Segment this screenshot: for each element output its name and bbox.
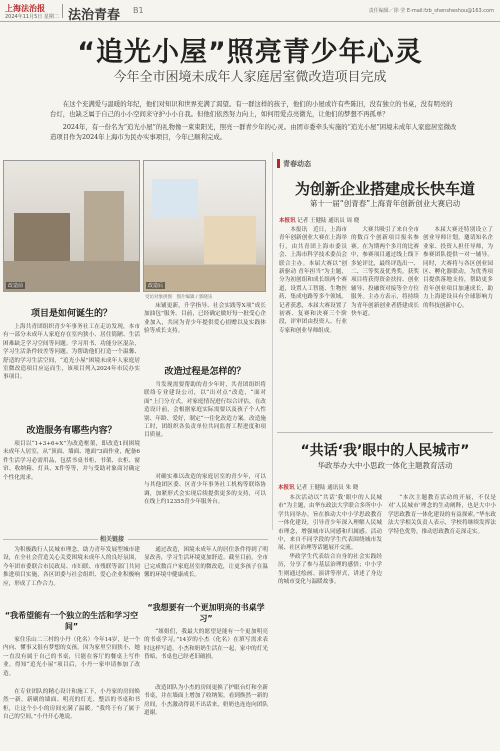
pull-quote: “我想要有一个更加明亮的书桌学习” (147, 603, 265, 623)
label-marker (277, 159, 280, 168)
section-heading: 项目是如何诞生的？ (30, 309, 112, 319)
pull-quote: “我希望能有一个独立的生活和学习空间” (4, 611, 139, 631)
body-text (3, 688, 140, 738)
news-box-right (272, 152, 496, 530)
body-text (3, 323, 140, 419)
newspaper-logo: 上海法治报 (5, 4, 45, 13)
byline-names: 记者 王健陆 通讯员 周 晓 (297, 218, 360, 224)
furniture-shape (14, 213, 70, 263)
after-photo (143, 160, 266, 292)
issue-date: 2024年11月5日 星期二 (5, 14, 59, 20)
section-heading: 改造过程是怎样的？ (164, 367, 246, 377)
story-column-bottom-left (3, 546, 140, 746)
byline-names: 记者 王健陆 通讯员 朱 晓 (296, 485, 359, 491)
photo-credit: 受访对象供图 图片编辑 / 郭晓乐 (145, 295, 213, 300)
lead-paragraph: 在这个充满爱与温暖的年纪，他们对知识和世界充满了渴望。有一群这样的孩子，他们的小屋或许有些陈旧，没有独立的书桌，没有明亮的台灯，也缺乏属于自己的小小空间来守护小小自我。但他们依然努力向上，如何用爱点亮微光，让他们的梦想不再孤单？ (50, 100, 453, 118)
before-photo (3, 160, 140, 292)
body-text (144, 628, 268, 684)
divider (3, 539, 98, 540)
body-text (144, 381, 266, 473)
story-column-left (3, 302, 140, 532)
desk-shape (204, 216, 256, 264)
body-text (3, 636, 140, 688)
masthead-divider (62, 4, 63, 18)
paragraph: 在专业团队的精心设计和施工下，小丹家的房间焕然一新。新刷的墙面、明亮的灯光、整洁的书桌和书柜，让这个小小的房间充满了温暖。“我终于有了属于自己的空间，”小丹开心地说。 (3, 689, 140, 721)
editor-contact: 责任编辑／徐 莹 E-mail:fzb_shensheshou@163.com (368, 8, 494, 14)
page-code: B1 (133, 6, 144, 15)
paragraph: 项目以“1+3+6+X”为改造框架，即改造1间困境未成年人居室，从“顶面、墙面、地面”3面作业，配备6件生活学习必需用品，包括书桌书柜、书架、衣柜、窗帘、收纳箱、灯具、X件等等，并与受助对象商讨确定个性化需求。 (3, 441, 140, 481)
furniture-shape (84, 191, 124, 261)
window-shape (152, 179, 198, 217)
related-links-label: 相关链接 (100, 536, 125, 543)
feature-title: “共话‘我’眼中的人民城市” (300, 443, 470, 459)
news-title: 为创新企业搭建成长快车道 (294, 180, 475, 198)
body-text (144, 302, 266, 360)
paragraph: 大赛共吸引了来自全市的数百个创新项目报名参赛。在为期两个多月的比赛中，参赛项目通过线上线下多轮评比，最终评选出一、二、三等奖及优秀奖。获奖项目将获得资金扶持、创业辅导、投融资对接等全方位服务。主办方表示，将持续为青年创新创业者搭建成长快车道。 (351, 227, 419, 318)
after-tag: 改造后 (148, 283, 164, 289)
paragraph: 当发现需要帮助的青少年时，共青团组织将联络专业建设公司，以“出对点”改造，“面对面”上门分方式，对家庭情况进行综合评估，在改造设计前，会根据家庭实际需要以及孩子个人性别、年龄、爱好，制定“一住化改造方案。改造施工时，团组织各负责单位共同监督工程进度和项目质量。 (144, 382, 266, 439)
feature-subtitle: 华政举办大中小思政一体化主题教育活动 (317, 461, 453, 470)
body-text (144, 546, 268, 598)
body-text (3, 546, 140, 606)
paragraph: 本次活动以“共话‘我’眼中的人民城市”为主题，由华东政法大学联合多所中小学共同举办，旨在推动大中小学思政教育一体化建设，引导青少年深入理解人民城市理念，增强城市认同感和归属感。活动中，来自不同学段的学生代表围绕城市发展、社区治理等话题展开交流。 (278, 495, 382, 552)
paragraph: 本报讯 近日，上海市青年创新创业大赛在上海举行，由共青团上海市委员会、上海市科学技术委员会联合主办。本届大赛以“创新驱动 青年担当”为主题，分为初创组和成长组两个赛道，设置人工智能、生物医药、集成电路等多个领域。记者获悉，本届大赛设置了初赛、复赛和决赛三个阶段，评审团由投资人、行业专家和创业导师组成。 (279, 227, 347, 334)
body-text (279, 226, 347, 426)
byline-reporter: 本报讯 (278, 485, 295, 491)
byline (279, 216, 359, 224)
paragraph: 本届大赛还特别设立了创业导师计划，邀请知名企业家、投资人担任导师，为参赛团队提供一对一辅导。同时，大赛将与各区创业园区、孵化器联动，为优秀项目提供落地支持，帮助更多青年创业项目加速成长，助力上海建设具有全球影响力的科技创新中心。 (423, 227, 493, 309)
body-text (278, 494, 382, 746)
paragraph: 对确实难以改造的家庭居室的青少年，可以与其他团区委、区青少年事务社工机构等联络协调，加紧形式会实现后续提供更多的支持，可以在线上约12355青少年服务台。 (144, 474, 266, 506)
body-text (423, 226, 493, 426)
divider (128, 539, 268, 540)
lead-paragraph: 2024年，有一份名为“追光小屋”的礼物像一束束阳光，照亮一群青少年的心灵。由团市委牵头实施的“追光小屋”困境未成年人家庭居室微改造项目作为2024年上海市为民办实事项目，今年已顺利完成。 (50, 123, 457, 141)
paragraph: 通过改造，困境未成年人的居住条件得到了明显改善，学习生活环境更加舒适。截至目前，全市已完成数百户家庭居室的微改造，让更多孩子在温馨的环境中健康成长。 (144, 547, 268, 579)
lead-paragraphs (50, 99, 458, 145)
main-headline: “追光小屋”照亮青少年心灵 (77, 37, 423, 68)
main-subheadline: 今年全市困境未成年人家庭居室微改造项目完成 (113, 70, 387, 85)
body-text (144, 473, 266, 531)
body-text (144, 684, 268, 736)
column-label: 青春动态 (283, 160, 311, 168)
story-column-bottom-middle (144, 546, 268, 746)
paragraph: “本次主题教育活动的开展，不仅是对‘人民城市’理念的生动阐释，也是大中小学思政教育一体化建设的有益探索。”华东政法大学相关负责人表示，学校将继续发挥法学特色优势，推动思政教育走深走实。 (388, 495, 496, 535)
paragraph: 华政学生代表结合自身的社会实践经历，分享了参与基层治理的感悟；中小学生则通过绘画、演讲等形式，讲述了身边的城市变化与温暖故事。 (278, 553, 382, 586)
section-heading: 改造服务有哪些内容？ (26, 426, 117, 436)
paragraph: 床铺更新，升学指导、社会实践等X项“成长加油包”服务。目前，已经确定做好每一批受心企业加入，共同为青少年提供爱心捐赠以及实践体验等成长支持。 (144, 303, 266, 335)
paragraph: 为积极践行人民城市理念，助力青年发展型城市建设，在全社会营造关心关爱困境未成年人的良好氛围，今年团市委联合市民政局、市妇联、市残联等部门共同推进项目实施，各区团委与社会组织、爱心企业积极响应，形成了工作合力。 (3, 547, 140, 587)
byline-reporter: 本报讯 (279, 218, 296, 224)
body-text (3, 440, 140, 524)
body-text (351, 226, 419, 426)
paragraph: 家住乐山二三村的小丹（化名）今年14岁，是一个内向、懂事又很有梦想的女孩。因为家里空间狭小，她一直没有属于自己的书桌，只能在客厅的餐桌上写作业。得知“追光小屋”项目后，小丹一家申请参加了改造。 (3, 637, 140, 677)
before-tag: 改造前 (8, 283, 24, 289)
paragraph: 上海共青团组织青少年事务社工在走访发现，本市有一部分未成年人家庭存在室内狭小、居住简陋、生活困难缺乏学习空间等问题。学习用书、功能分区混杂，学习生活条件较差等问题。为帮助他们打造一个温馨、舒适的学习生活空间，“追光小屋”困境未成年人家庭居室微改造项目应运而生，该项目列入2024年市民办实事项目。 (3, 324, 140, 381)
paragraph: “姐姐们，我最大的愿望是能有一个更加明亮的书桌学习。”14岁的小杰（化名）在填写需求表时这样写道。小杰和奶奶生活在一起，家中的灯光昏暗，书桌也已经老旧破损。 (144, 629, 268, 661)
divider (277, 432, 493, 433)
news-subtitle: 第十一届“创青春”上海青年创新创业大赛启动 (309, 199, 461, 208)
byline (278, 483, 358, 491)
body-text (388, 494, 496, 746)
section-title: 法治青春 (68, 8, 121, 23)
story-column-middle (144, 302, 266, 532)
paragraph: 改造团队为小杰的房间更换了护眼台灯和全新书桌，并在墙面上增加了收纳架。看到焕然一新的房间，小杰激动得说不出话来，奶奶也连连向团队道谢。 (144, 685, 268, 717)
